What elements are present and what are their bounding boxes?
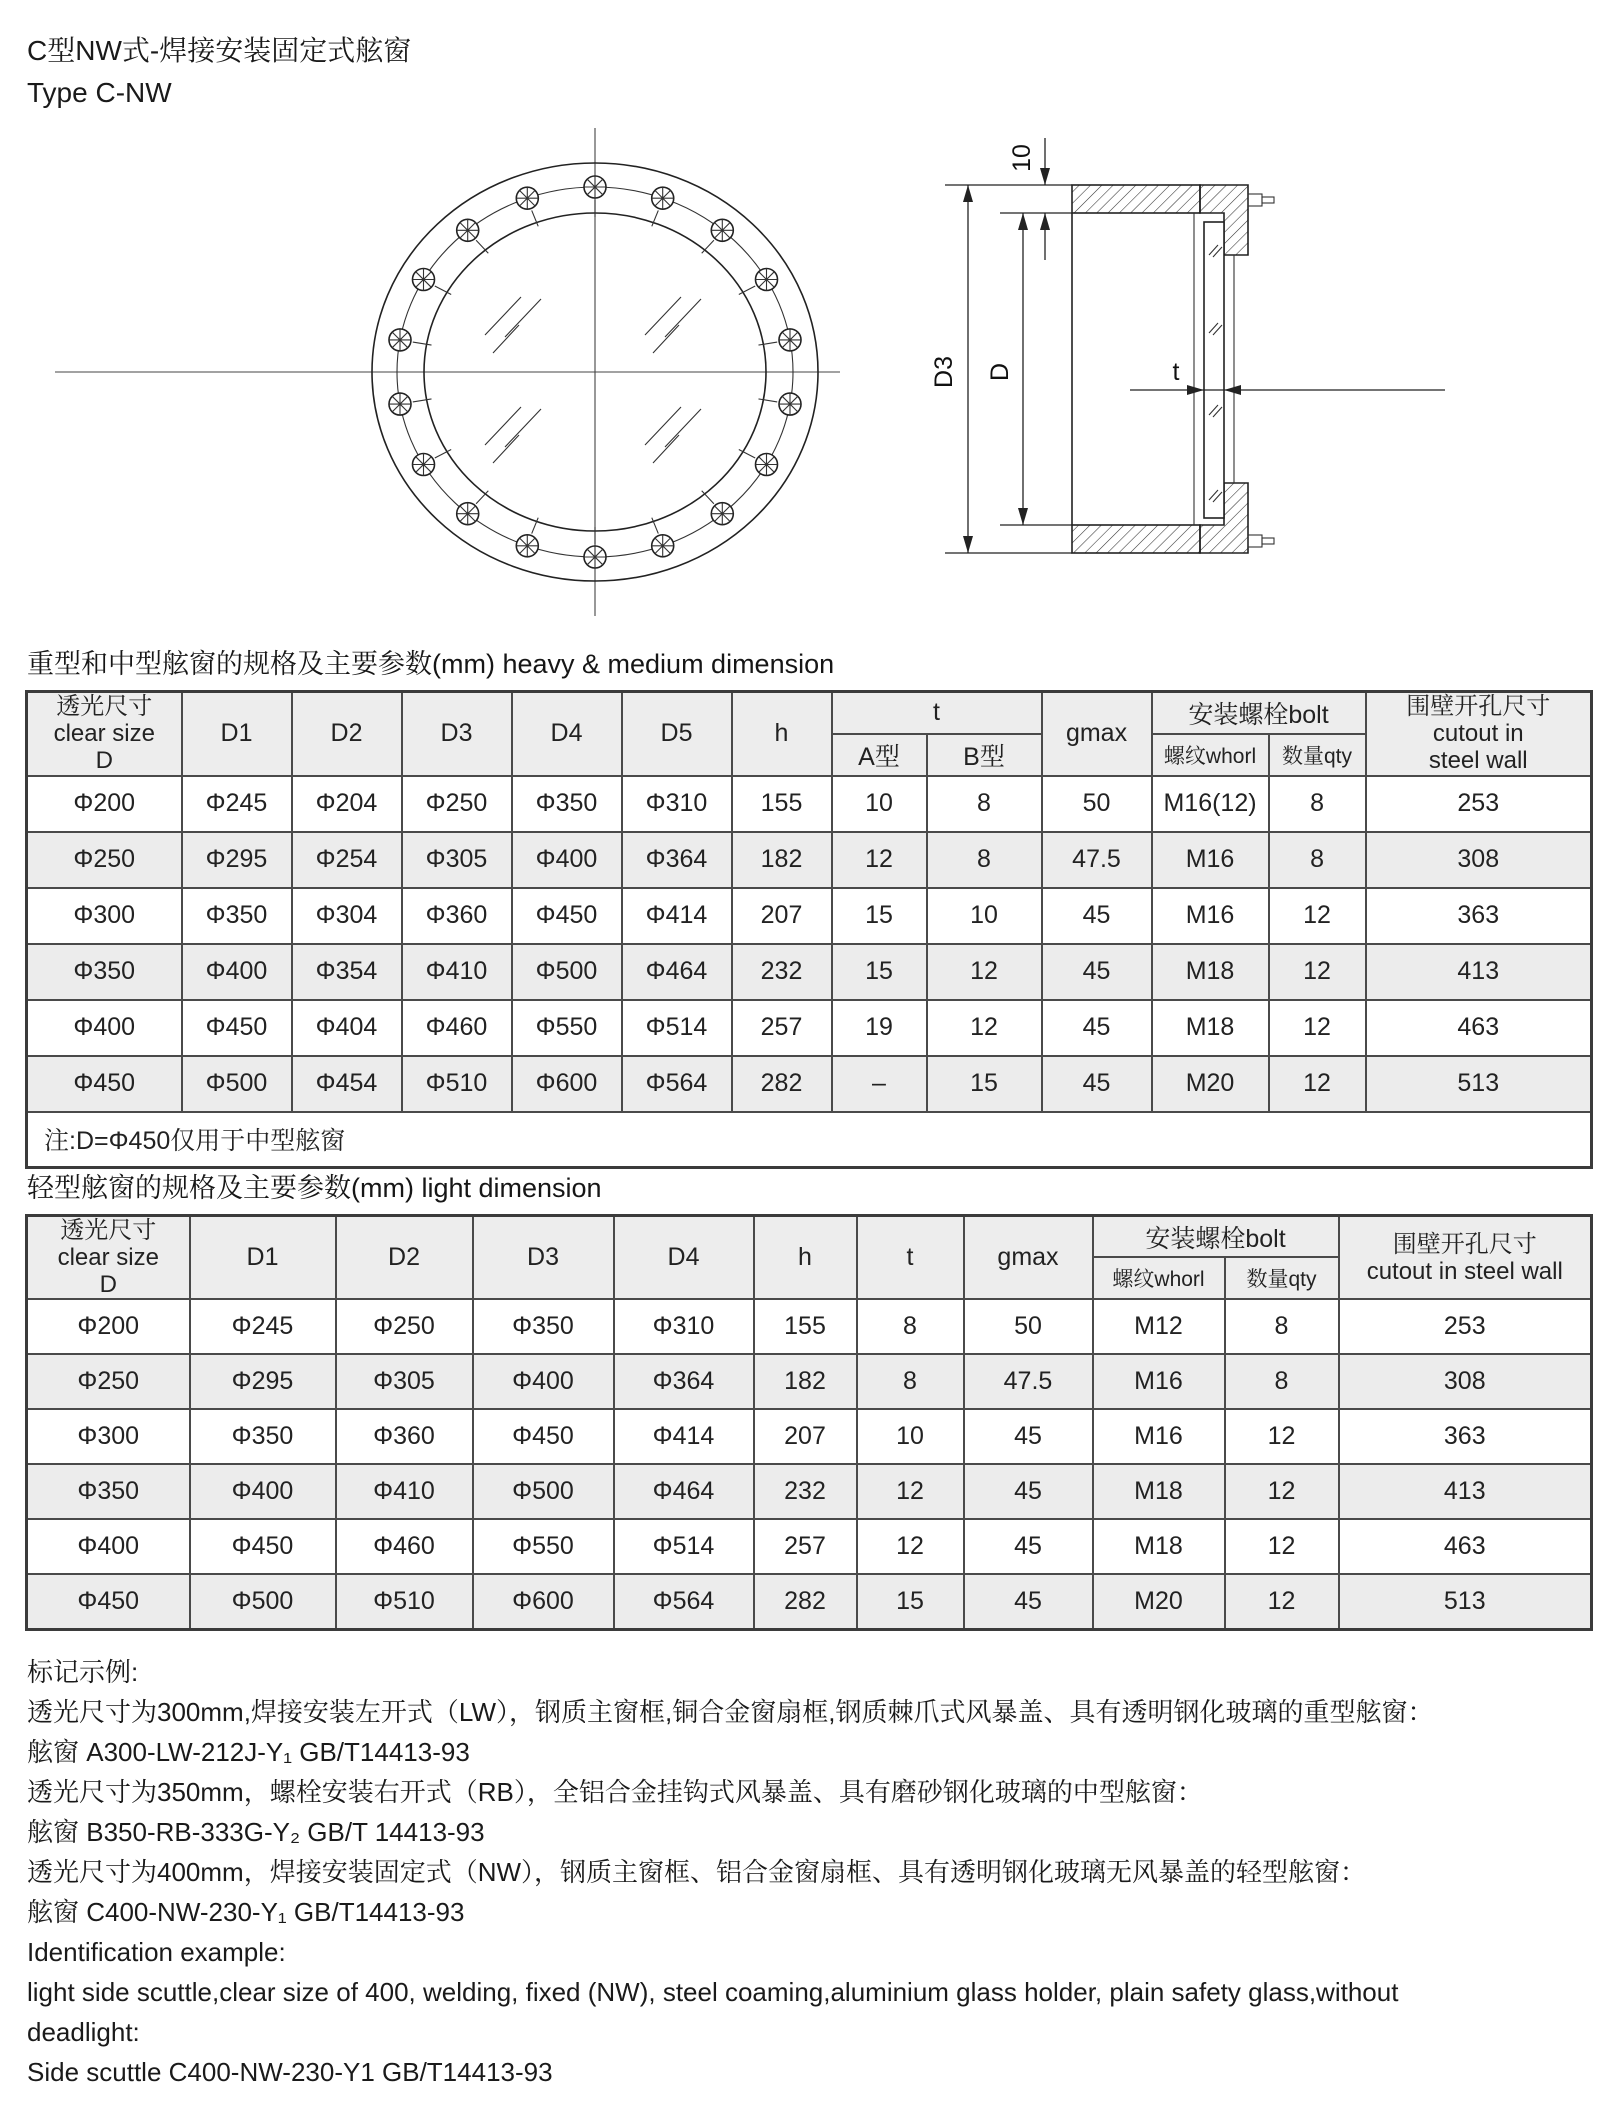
table-cell: –	[832, 1056, 927, 1112]
col-header-whorl: 螺纹whorl	[1093, 1257, 1225, 1299]
bolt-tick	[476, 240, 488, 253]
col-header-d5: D5	[622, 692, 732, 776]
table-cell: 19	[832, 1000, 927, 1056]
bolt-icon	[389, 393, 411, 415]
col-header-gmax: gmax	[1042, 692, 1152, 776]
table-cell: Φ200	[27, 776, 182, 832]
bolt-icon	[711, 219, 733, 241]
table-cell: 50	[964, 1299, 1093, 1354]
table-cell: Φ305	[402, 832, 512, 888]
col-header-h: h	[732, 692, 832, 776]
table-cell: 45	[964, 1574, 1093, 1629]
col-header-clear-size: 透光尺寸 clear size D	[27, 1216, 190, 1300]
table-cell: Φ300	[27, 1409, 190, 1464]
example-line: 舷窗 C400-NW-230-Y₁ GB/T14413-93	[27, 1897, 465, 1927]
table-cell: Φ564	[614, 1574, 754, 1629]
table-cell: 45	[964, 1464, 1093, 1519]
table-row	[27, 832, 1592, 888]
table-cell: 282	[754, 1574, 857, 1629]
bolt-icon	[516, 187, 538, 209]
title-block	[27, 30, 411, 114]
table-cell: M16	[1152, 888, 1269, 944]
col-header-qty: 数量qty	[1269, 734, 1366, 776]
light-table-title: 轻型舷窗的规格及主要参数(mm) light dimension	[27, 1173, 602, 1203]
table-cell: Φ550	[473, 1519, 614, 1574]
table-cell: Φ350	[512, 776, 622, 832]
table-cell: 257	[754, 1519, 857, 1574]
dim-label-t: t	[1172, 358, 1180, 386]
table-cell: Φ450	[182, 1000, 292, 1056]
table-cell: 363	[1366, 888, 1592, 944]
table-cell: 10	[927, 888, 1042, 944]
table-cell: Φ364	[614, 1354, 754, 1409]
table-cell: Φ360	[402, 888, 512, 944]
bolt-tick	[702, 240, 714, 253]
table-cell: Φ600	[512, 1056, 622, 1112]
table-cell: Φ510	[336, 1574, 473, 1629]
bolt-icon	[516, 535, 538, 557]
table-cell: Φ510	[402, 1056, 512, 1112]
table-cell: Φ350	[190, 1409, 336, 1464]
table-cell: Φ250	[27, 832, 182, 888]
table-cell: 10	[832, 776, 927, 832]
light-table-body	[27, 1299, 1592, 1629]
table-cell: Φ360	[336, 1409, 473, 1464]
table-cell: M18	[1093, 1519, 1225, 1574]
table-cell: 45	[1042, 1000, 1152, 1056]
table-cell: Φ300	[27, 888, 182, 944]
table-cell: 50	[1042, 776, 1152, 832]
table-cell: 12	[1225, 1519, 1339, 1574]
table-row	[27, 1464, 1592, 1519]
table-cell: M20	[1093, 1574, 1225, 1629]
technical-drawings	[0, 110, 1619, 640]
table-cell: 15	[832, 944, 927, 1000]
table-cell: 12	[1269, 1056, 1366, 1112]
heavy-table-body	[27, 776, 1592, 1112]
bolt-tick	[476, 491, 488, 504]
glass-pane	[1204, 222, 1224, 518]
bolt-icon	[457, 219, 479, 241]
col-header-d2: D2	[336, 1216, 473, 1300]
table-cell: 45	[964, 1409, 1093, 1464]
table-row	[27, 888, 1592, 944]
col-header-t-a: A型	[832, 734, 927, 776]
col-header-gmax: gmax	[964, 1216, 1093, 1300]
table-cell: M20	[1152, 1056, 1269, 1112]
table-cell: 15	[927, 1056, 1042, 1112]
table-cell: Φ600	[473, 1574, 614, 1629]
table-row	[27, 1056, 1592, 1112]
table-cell: 12	[1269, 1000, 1366, 1056]
col-header-cutout: 围壁开孔尺寸 cutout in steel wall	[1339, 1216, 1592, 1300]
table-cell: Φ250	[27, 1354, 190, 1409]
bolt-icon	[779, 329, 801, 351]
example-line: 透光尺寸为350mm，螺栓安装右开式（RB），全铝合金挂钩式风暴盖、具有磨砂钢化玻璃的中型舷窗：	[27, 1777, 1203, 1807]
table-cell: Φ404	[292, 1000, 402, 1056]
table-cell: 155	[754, 1299, 857, 1354]
bolt-tick	[759, 342, 778, 345]
col-header-whorl: 螺纹whorl	[1152, 734, 1269, 776]
coaming-bottom	[1072, 525, 1200, 553]
table-cell: M16	[1152, 832, 1269, 888]
col-header-d2: D2	[292, 692, 402, 776]
light-table-header	[27, 1216, 1592, 1300]
table-cell: 12	[857, 1519, 964, 1574]
example-line: light side scuttle,clear size of 400, welding, fixed (NW), steel coaming,aluminium glass holder, plain safety glass,without	[27, 1977, 1399, 2007]
table-cell: 463	[1339, 1519, 1592, 1574]
table-cell: 253	[1339, 1299, 1592, 1354]
bolt-icon	[457, 503, 479, 525]
table-cell: 308	[1366, 832, 1592, 888]
table-cell: 182	[754, 1354, 857, 1409]
table-cell: M18	[1093, 1464, 1225, 1519]
example-line: 标记示例:	[27, 1657, 139, 1687]
bolt-icon	[779, 393, 801, 415]
table-cell: 12	[1225, 1464, 1339, 1519]
table-cell: 308	[1339, 1354, 1592, 1409]
table-cell: 463	[1366, 1000, 1592, 1056]
col-header-t: t	[832, 692, 1042, 734]
table-cell: Φ450	[27, 1574, 190, 1629]
table-cell: 513	[1339, 1574, 1592, 1629]
table-cell: Φ295	[182, 832, 292, 888]
example-line: 舷窗 B350-RB-333G-Y₂ GB/T 14413-93	[27, 1817, 485, 1847]
table-cell: 10	[857, 1409, 964, 1464]
identification-examples	[27, 1652, 1602, 2092]
table-cell: Φ410	[336, 1464, 473, 1519]
table-cell: 8	[857, 1299, 964, 1354]
example-line: 透光尺寸为300mm,焊接安装左开式（LW），钢质主窗框,铜合金窗扇框,钢质棘爪式风暴盖、具有透明钢化玻璃的重型舷窗：	[27, 1697, 1434, 1727]
col-header-t: t	[857, 1216, 964, 1300]
table-cell: Φ364	[622, 832, 732, 888]
heavy-table-note-row	[27, 1112, 1592, 1168]
table-cell: 12	[927, 944, 1042, 1000]
table-cell: Φ564	[622, 1056, 732, 1112]
col-header-h: h	[754, 1216, 857, 1300]
dimension-arrows	[963, 168, 1241, 553]
table-cell: Φ410	[402, 944, 512, 1000]
table-cell: 257	[732, 1000, 832, 1056]
col-header-cutout: 围壁开孔尺寸 cutout in steel wall	[1366, 692, 1592, 776]
table-cell: Φ414	[614, 1409, 754, 1464]
table-cell: 12	[1225, 1574, 1339, 1629]
col-header-d4: D4	[614, 1216, 754, 1300]
table-cell: Φ550	[512, 1000, 622, 1056]
table-row	[27, 776, 1592, 832]
table-cell: 45	[1042, 1056, 1152, 1112]
table-cell: 282	[732, 1056, 832, 1112]
bolt-icon	[389, 329, 411, 351]
table-cell: Φ245	[190, 1299, 336, 1354]
table-cell: 12	[927, 1000, 1042, 1056]
table-cell: Φ450	[512, 888, 622, 944]
table-cell: Φ414	[622, 888, 732, 944]
table-cell: Φ400	[473, 1354, 614, 1409]
table-row	[27, 1000, 1592, 1056]
table-cell: Φ250	[402, 776, 512, 832]
bolt-tick	[413, 342, 432, 345]
table-cell: Φ400	[190, 1464, 336, 1519]
table-note: 注:D=Φ450仅用于中型舷窗	[27, 1112, 1592, 1168]
col-header-bolt: 安装螺栓bolt	[1093, 1216, 1339, 1258]
col-header-d3: D3	[402, 692, 512, 776]
table-cell: M18	[1152, 1000, 1269, 1056]
table-cell: Φ350	[27, 944, 182, 1000]
table-cell: 15	[832, 888, 927, 944]
table-cell: Φ464	[622, 944, 732, 1000]
table-cell: M16	[1093, 1409, 1225, 1464]
table-cell: Φ204	[292, 776, 402, 832]
col-header-t-b: B型	[927, 734, 1042, 776]
example-line: Identification example:	[27, 1937, 286, 1967]
table-cell: Φ245	[182, 776, 292, 832]
table-cell: 253	[1366, 776, 1592, 832]
bolt-icon	[584, 176, 606, 198]
bolt-tick	[759, 399, 778, 402]
coaming-top	[1072, 185, 1200, 213]
table-cell: 12	[857, 1464, 964, 1519]
table-cell: Φ500	[473, 1464, 614, 1519]
table-cell: Φ464	[614, 1464, 754, 1519]
table-cell: Φ254	[292, 832, 402, 888]
table-cell: 8	[927, 832, 1042, 888]
bolt-icon	[756, 269, 778, 291]
bolt-tick	[413, 399, 432, 402]
light-table	[25, 1214, 1593, 1631]
col-header-d1: D1	[190, 1216, 336, 1300]
section-view	[930, 138, 1445, 553]
table-cell: Φ450	[190, 1519, 336, 1574]
table-cell: Φ400	[512, 832, 622, 888]
table-cell: 155	[732, 776, 832, 832]
page-title: C型NW式-焊接安装固定式舷窗	[27, 35, 412, 66]
heavy-table-header	[27, 692, 1592, 776]
dim-label-d: D	[986, 362, 1014, 382]
table-cell: M16(12)	[1152, 776, 1269, 832]
table-cell: 207	[754, 1409, 857, 1464]
table-cell: 12	[1269, 944, 1366, 1000]
table-cell: Φ350	[27, 1464, 190, 1519]
table-row	[27, 1354, 1592, 1409]
table-cell: 232	[754, 1464, 857, 1519]
table-cell: Φ400	[182, 944, 292, 1000]
table-row	[27, 1409, 1592, 1464]
col-header-clear-size: 透光尺寸 clear size D	[27, 692, 182, 776]
bolt-icon	[413, 454, 435, 476]
table-cell: 45	[1042, 944, 1152, 1000]
table-cell: 8	[1225, 1354, 1339, 1409]
table-cell: Φ305	[336, 1354, 473, 1409]
table-cell: Φ500	[182, 1056, 292, 1112]
front-view	[55, 128, 840, 616]
table-row	[27, 1574, 1592, 1629]
table-cell: M12	[1093, 1299, 1225, 1354]
bolt-icon	[711, 503, 733, 525]
table-row	[27, 1299, 1592, 1354]
table-cell: Φ310	[622, 776, 732, 832]
dim-label-d3: D3	[930, 356, 958, 388]
drawings-svg	[0, 110, 1619, 640]
col-header-d3: D3	[473, 1216, 614, 1300]
table-cell: M18	[1152, 944, 1269, 1000]
bolt-icon	[584, 546, 606, 568]
bolt-icon	[652, 535, 674, 557]
table-cell: 12	[1269, 888, 1366, 944]
table-cell: Φ354	[292, 944, 402, 1000]
example-line: deadlight:	[27, 2017, 140, 2047]
table-cell: Φ514	[614, 1519, 754, 1574]
dim-label-10: 10	[1008, 144, 1036, 172]
table-cell: 12	[832, 832, 927, 888]
col-header-qty: 数量qty	[1225, 1257, 1339, 1299]
table-row	[27, 944, 1592, 1000]
bolt-icon	[652, 187, 674, 209]
table-cell: 47.5	[1042, 832, 1152, 888]
table-cell: M16	[1093, 1354, 1225, 1409]
table-cell: Φ460	[402, 1000, 512, 1056]
table-row	[27, 1519, 1592, 1574]
glass-marks	[485, 297, 701, 463]
page-subtitle: Type C-NW	[27, 77, 172, 108]
table-cell: 413	[1366, 944, 1592, 1000]
table-cell: Φ250	[336, 1299, 473, 1354]
table-cell: 182	[732, 832, 832, 888]
col-header-d4: D4	[512, 692, 622, 776]
table-cell: 12	[1225, 1409, 1339, 1464]
table-cell: 363	[1339, 1409, 1592, 1464]
bolt-icon	[756, 454, 778, 476]
table-cell: Φ500	[190, 1574, 336, 1629]
table-cell: 207	[732, 888, 832, 944]
example-line: 舷窗 A300-LW-212J-Y₁ GB/T14413-93	[27, 1737, 470, 1767]
table-cell: Φ400	[27, 1519, 190, 1574]
table-cell: Φ304	[292, 888, 402, 944]
section-bolts	[1248, 194, 1274, 547]
heavy-table-title: 重型和中型舷窗的规格及主要参数(mm) heavy & medium dimension	[27, 649, 835, 679]
col-header-bolt: 安装螺栓bolt	[1152, 692, 1366, 734]
table-cell: Φ450	[27, 1056, 182, 1112]
table-cell: 513	[1366, 1056, 1592, 1112]
table-cell: Φ400	[27, 1000, 182, 1056]
heavy-table	[25, 690, 1593, 1169]
table-cell: Φ454	[292, 1056, 402, 1112]
table-cell: 8	[857, 1354, 964, 1409]
table-cell: Φ310	[614, 1299, 754, 1354]
bolt-icon	[413, 269, 435, 291]
table-cell: Φ350	[473, 1299, 614, 1354]
table-cell: 8	[927, 776, 1042, 832]
table-cell: Φ295	[190, 1354, 336, 1409]
table-cell: Φ514	[622, 1000, 732, 1056]
table-cell: 45	[964, 1519, 1093, 1574]
example-line: 透光尺寸为400mm，焊接安装固定式（NW），钢质主窗框、铝合金窗扇框、具有透明钢化玻璃无风暴盖的轻型舷窗：	[27, 1857, 1367, 1887]
table-cell: Φ350	[182, 888, 292, 944]
table-cell: 15	[857, 1574, 964, 1629]
table-cell: 45	[1042, 888, 1152, 944]
table-cell: 232	[732, 944, 832, 1000]
table-cell: 8	[1269, 832, 1366, 888]
table-cell: Φ460	[336, 1519, 473, 1574]
table-cell: Φ500	[512, 944, 622, 1000]
example-line: Side scuttle C400-NW-230-Y1 GB/T14413-93	[27, 2057, 553, 2087]
table-cell: 8	[1225, 1299, 1339, 1354]
table-cell: 413	[1339, 1464, 1592, 1519]
table-cell: Φ450	[473, 1409, 614, 1464]
table-cell: Φ200	[27, 1299, 190, 1354]
col-header-d1: D1	[182, 692, 292, 776]
table-cell: 8	[1269, 776, 1366, 832]
table-cell: 47.5	[964, 1354, 1093, 1409]
bolt-tick	[702, 491, 714, 504]
